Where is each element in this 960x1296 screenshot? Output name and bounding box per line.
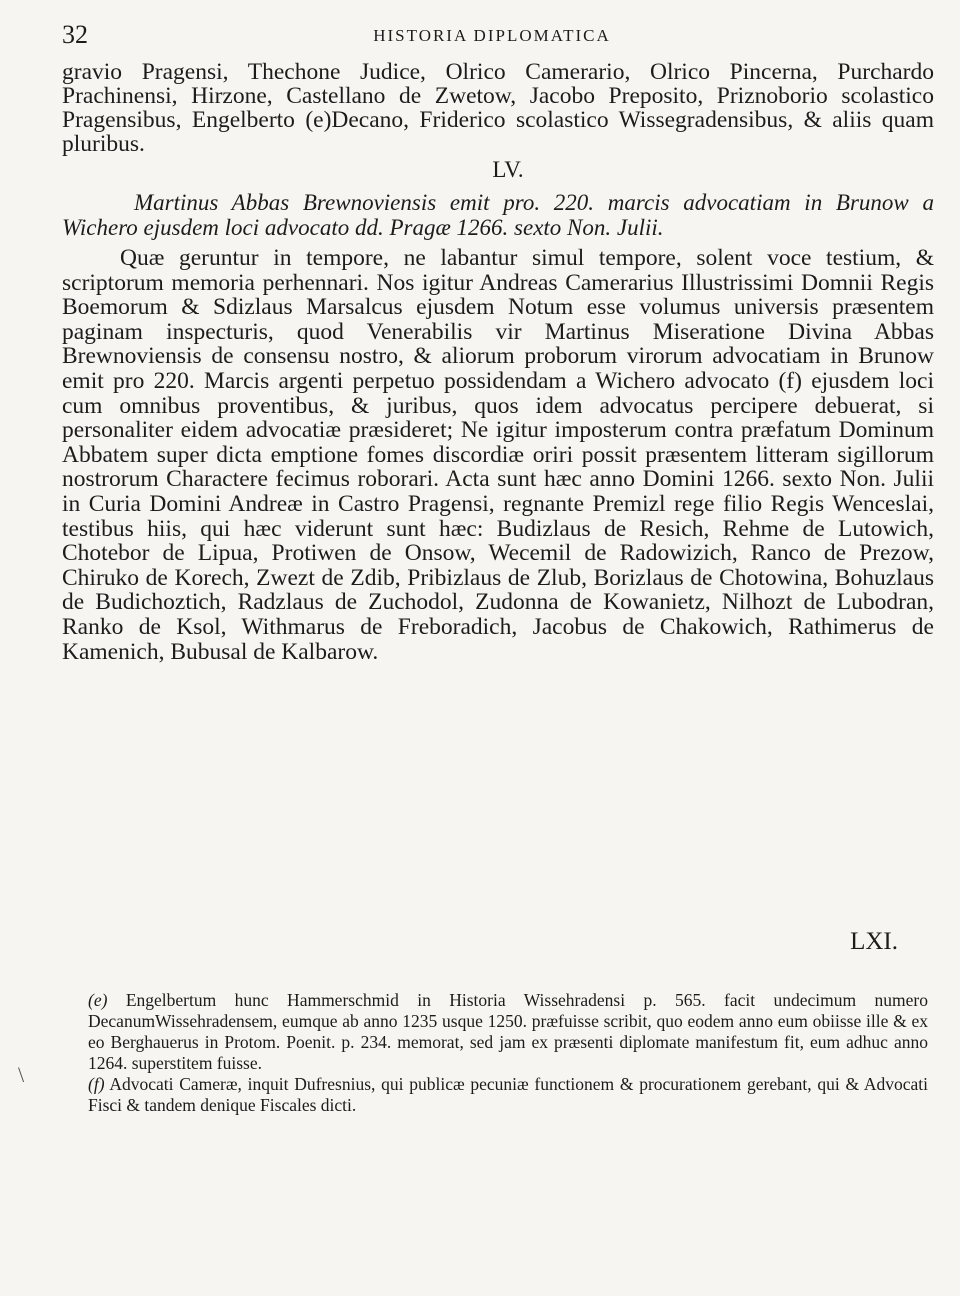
footnote-f — [88, 1074, 928, 1116]
footnote-e — [88, 990, 928, 1074]
footnote-mark: (f) — [88, 1074, 105, 1094]
footnotes — [88, 990, 928, 1116]
footnote-mark: (e) — [88, 990, 108, 1010]
main-text — [62, 60, 934, 664]
footnote-text: Advocati Cameræ, inquit Dufresnius, qui publicæ pecuniæ functionem & procurationem gerebant, qui & Advocati Fisci & tandem denique Fiscales dicti. — [88, 1074, 928, 1115]
charter-number: LV. — [492, 157, 524, 182]
opening-paragraph: gravio Pragensi, Thechone Judice, Olrico Camerario, Olrico Pincerna, Purchardo Prachinensi, Hirzone, Castellano de Zwetow, Jacobo Preposito, Priznoborio scolastico Pragensibus, Engelberto (e)Decano, Friderico scolastico Wissegradensibus, & aliis quam pluribus. — [62, 59, 934, 157]
charter-summary: Martinus Abbas Brewnoviensis emit pro. 220. marcis advocatiam in Brunow a Wichero ejusdem loci advocato dd. Pragæ 1266. sexto Non. Julii. — [62, 190, 934, 240]
footnote-text: Engelbertum hunc Hammerschmid in Historia Wissehradensi p. 565. facit undecimum numero DecanumWissehradensem, eumque ab anno 1235 usque 1250. præfuisse scribit, quo eodem anno eum obiisse ille & ex eo Berghauerus in Protom. Poenit. p. 234. memorat, sed jam ex præsenti diplomate manifestum fit, eum adhuc anno 1264. superstitem fuisse. — [88, 990, 929, 1073]
running-title: HISTORIA DIPLOMATICA — [373, 26, 611, 45]
charter-text: Quæ geruntur in tempore, ne labantur simul tempore, solent voce testium, & scriptorum memoria perhennari. Nos igitur Andreas Camerarius Illustrissimi Domnii Regis Boemorum & Sdizlaus Marsalcus ejusdem Notum esse volumus universis præsentem paginam inspecturis, quod Venerabilis vir Martinus Miseratione Divina Abbas Brewnoviensis de consensu nostro, & aliorum proborum virorum advocatiam in Brunow emit pro 220. Marcis argenti perpetuo possidendam a Wichero advocato (f) ejusdem loci cum omnibus proventibus, & juribus, quos idem advocatus percipere debuerat, si personaliter eidem advocatiæ præsideret; Ne igitur imposterum contra præfatum Dominum Abbatem super dicta emptione fomes discordiæ oriri possit præsentem litteram sigillorum nostrorum Charactere fecimus roborari. Acta sunt hæc anno Domini 1266. sexto Non. Julii in Curia Domini Andreæ in Castro Pragensi, regnante Premizl rege filio Regis Wenceslai, testibus hiis, qui hæc viderunt sunt hæc: Budizlaus de Resich, Rehme de Lutowich, Chotebor de Lipua, Protiwen de Onsow, Wecemil de Radowizich, Ranco de Prezow, Chiruko de Korech, Zwezt de Zdib, Pribizlaus de Zlub, Borizlaus de Chotowina, Bohuzlaus de Budichoztich, Radzlaus de Zuchodol, Zudonna de Kowanietz, Nilhozt de Lubodran, Ranko de Ksol, Withmarus de Freboradich, Jacobus de Chakowich, Rathimerus de Kamenich, Bubusal de Kalbarow. — [62, 245, 934, 665]
page-number: 32 — [62, 20, 88, 49]
next-charter-number: LXI. — [850, 928, 898, 955]
margin-mark: \ — [18, 1062, 25, 1087]
page-header — [62, 18, 922, 54]
